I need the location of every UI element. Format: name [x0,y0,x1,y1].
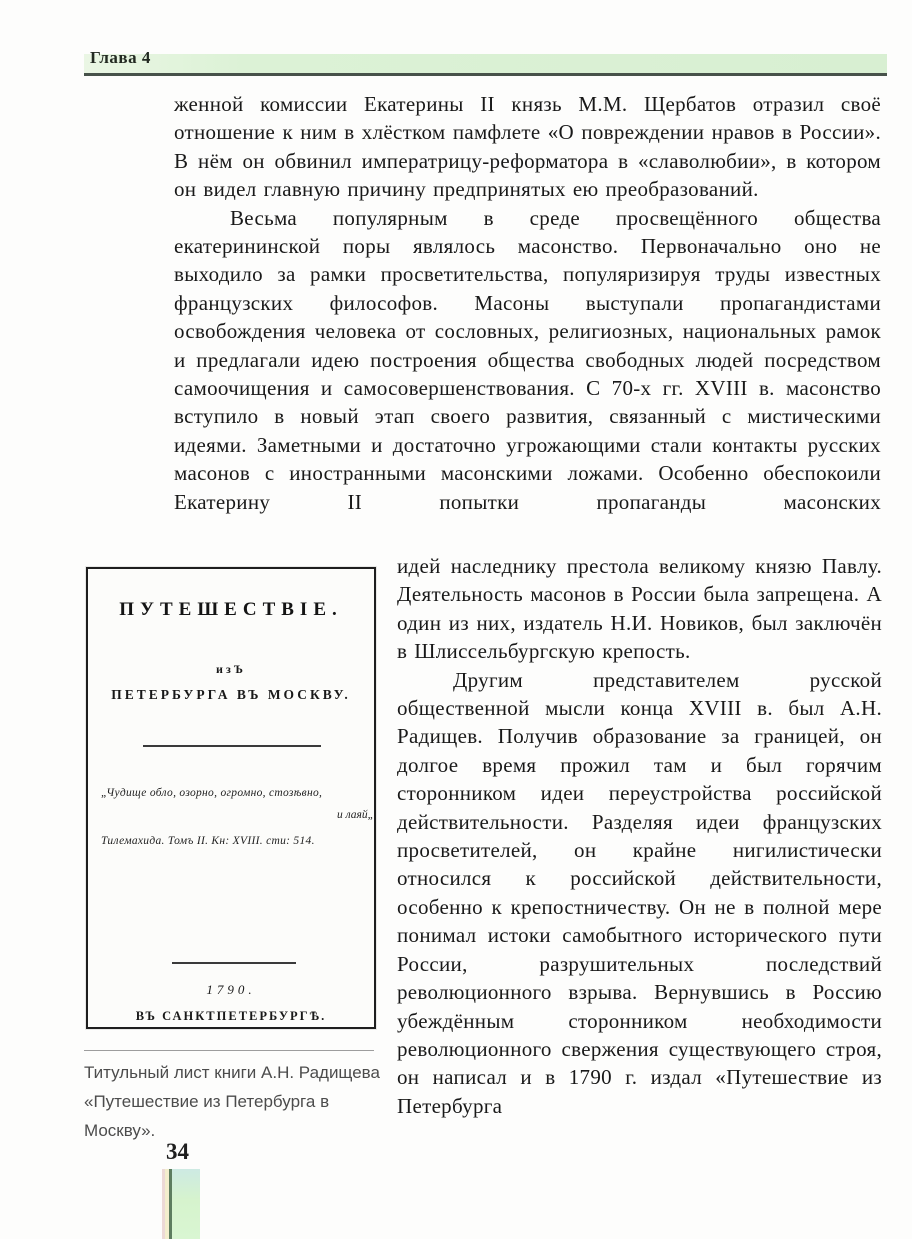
paragraph: идей наследнику престола великому князю Павлу. Деятельность масонов в России была запрещена. А один из них, издатель Н.И. Новиков, был заключён в Шлиссельбургскую крепость. [397,554,882,664]
main-text-block [174,90,881,516]
figure-caption: Титульный лист книги А.Н. Радищева «Путешествие из Петербурга в Москву». [84,1063,380,1140]
strip-green-bar [172,1169,200,1239]
book-epigraph-line1: „Чудище обло, озорно, огромно, стозѣвно, [101,787,323,799]
footer-accent-strip [162,1169,200,1239]
figure-divider [172,962,296,964]
wrapped-text-column [397,552,882,1120]
page-number: 34 [166,1139,189,1164]
book-title-page-figure [86,567,376,1029]
book-epigraph-source: Тилемахида. Томъ II. Кн: XVIII. сти: 514. [101,835,315,847]
book-subtitle-route: ПЕТЕРБУРГА ВЪ МОСКВУ. [111,687,351,702]
chapter-header-bar [84,54,887,76]
figure-divider [143,745,321,747]
book-city: ВЪ САНКТПЕТЕРБУРГѢ. [135,1009,327,1023]
book-epigraph-line2: и лаяй„ [336,809,374,821]
paragraph: Другим представителем русской общественной мысли конца XVIII в. был А.Н. Радищев. Получив образование за границей, он долгое время прожил там и был горячим сторонником идеи переустройства российской действительности. Разделяя идеи французских просветителей, он крайне нигилистически относился к российской действительности, особенно к крепостничеству. Он не в полной мере понимал истоки самобытного исторического пути России, разрушительных последствий революционного взрыва. Вернувшись в Россию убеждённым сторонником необходимости революционного свержения существующего строя, он написал и в 1790 г. издал «Путешествие из Петербурга [397,667,882,1118]
paragraph: Весьма популярным в среде просвещённого общества екатерининской поры являлось масонство. Первоначально оно не выходило за рамки просветительства, популяризируя труды известных французских философов. Масоны выступали пропагандистами освобождения человека от сословных, религиозных, национальных рамок и предлагали идею построения общества свободных людей посредством самоочищения и самосовершенствования. С 70-х гг. XVIII в. масонство вступило в новый этап своего развития, связанный с мистическими идеями. Заметными и достаточно угрожающими стали контакты русских масонов с иностранными масонскими ложами. Особенно обеспокоили Екатерину II попытки пропаганды масонских [174,205,881,514]
book-title: ПУТЕШЕСТВІЕ. [119,599,343,620]
chapter-label: Глава 4 [90,48,151,67]
paragraph: женной комиссии Екатерины II князь М.М. Щербатов отразил своё отношение к ним в хлёстком памфлете «О повреждении нравов в России». В нём он обвинил императрицу-реформатора в «славолюбии», в котором он видел главную причину предпринятых ею преобразований. [174,92,881,202]
caption-divider [84,1050,374,1051]
book-year: 1790. [206,982,256,997]
book-subtitle-iz: изЪ [216,662,246,676]
